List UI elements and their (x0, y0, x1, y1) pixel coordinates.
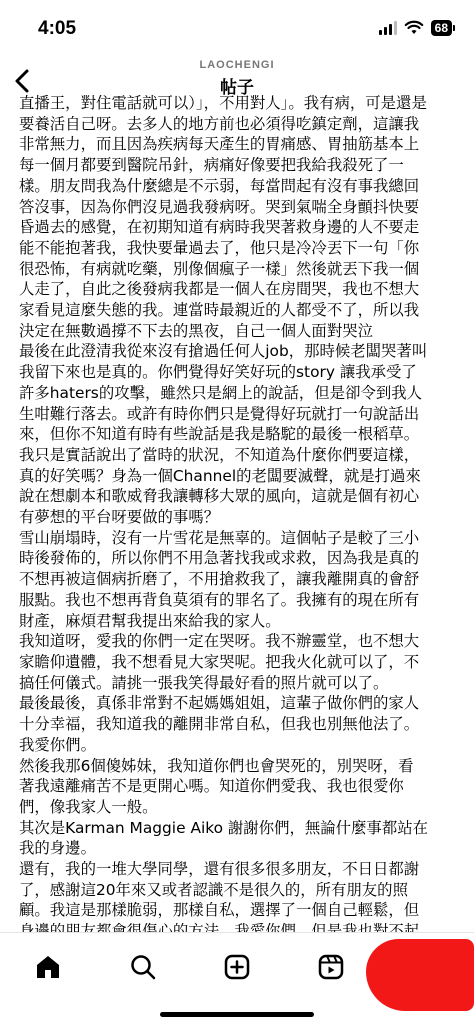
profile-tab-redaction[interactable] (366, 939, 474, 1011)
post-text-line: 我知道呀，愛我的你們一定在哭呀。我不辦靈堂，也不想大 (19, 632, 420, 651)
post-text-line: 我的身邊。 (19, 839, 96, 858)
post-text-line: 直播王，對住電話就可以）」，不用對人」。我有病，可是還是 (19, 94, 427, 112)
post-text-line: 有夢想的平台呀要做的事嗎？ (19, 508, 220, 527)
post-text-line: 生咁難行落去。或許有時你們只是覺得好玩就打一句說話出 (19, 404, 420, 423)
post-text-line: 我留下來也是真的。你們覺得好笑好玩的story 讓我承受了 (19, 363, 417, 382)
post-text-line: 非常無力，而且因為疾病每天產生的胃痛感、胃抽筋基本上 (19, 135, 420, 154)
post-text-line: 十分幸福，我知道我的離開非常自私，但我也別無他法了。 (19, 715, 420, 734)
home-indicator (160, 1012, 314, 1017)
post-text-line: 搞任何儀式。請挑一張我笑得最好看的照片就可以了。 (19, 673, 389, 692)
battery-icon: 68 (431, 20, 452, 36)
post-text-line: 我愛你們。 (19, 735, 96, 754)
tab-create[interactable] (217, 947, 257, 987)
post-text-line: 最後在此澄清我從來沒有搶過任何人job，那時候老闆哭著叫 (19, 342, 428, 361)
post-text-line: 們，像我家人一般。 (19, 797, 158, 816)
wifi-icon (405, 21, 423, 35)
post-caption (19, 93, 457, 1004)
create-icon (223, 953, 251, 981)
post-text-line: 著我遠離痛苦不是更開心嗎。知道你們愛我、我也很愛你 (19, 777, 404, 796)
header-username[interactable]: LAOCHENGI (199, 59, 275, 71)
post-text-line: 家看見這麼失態的我。連當時最親近的人都受不了，所以我 (19, 301, 420, 320)
post-text-line: 昏過去的感覺，在初期知道有病時我哭著救身邊的人不要走 (19, 218, 420, 237)
post-text-line: 雪山崩塌時，沒有一片雪花是無辜的。這個帖子是較了三小 (19, 528, 420, 547)
post-text-line: 說在想劇本和歌威脅我讓轉移大眾的風向，這就是個有初心 (19, 487, 420, 506)
post-text-line: 家瞻仰遺體，我不想看見大家哭呢。把我火化就可以了，不 (19, 652, 420, 671)
post-text-line: 要養活自己呀。去多人的地方前也必須得吃鎮定劑，這讓我 (19, 114, 420, 133)
post-text-line: 答沒事，因為你們沒見過我發病呀。哭到氣喘全身顫抖快要 (19, 197, 420, 216)
post-text-line: 真的好笑嗎？身為一個Channel的老闆要滅聲，就是打過來 (19, 466, 421, 485)
post-text-line: 不想再被這個病折磨了，不用搶救我了，讓我離開真的會舒 (19, 570, 420, 589)
post-text-line: 其次是Karman Maggie Aiko 謝謝你們，無論什麼事都站在 (19, 818, 428, 837)
post-text-line: 顧。我這是那樣脆弱，那樣自私，選擇了一個自己輕鬆，但 (19, 901, 420, 920)
post-text-line: 時後發佈的，所以你們不用急著找我或求救，因為我是真的 (19, 549, 420, 568)
post-text-line: 財產，麻煩君幫我提出來給我的家人。 (19, 611, 281, 630)
post-text-line: 決定在無數過撐不下去的黑夜，自己一個人面對哭泣 (19, 321, 373, 340)
post-text-line: 樣。朋友問我為什麼總是不示弱，每當問起有沒有事我總回 (19, 176, 420, 195)
post-text-line: 能不能抱著我，我快要暈過去了，他只是冷冷丟下一句「你 (19, 238, 420, 257)
status-time: 4:05 (38, 18, 77, 39)
post-text-line: 我只是實話說出了當時的狀況，不知道為什麼你們要這樣， (19, 445, 420, 464)
post-text-line: 人走了，自此之後發病我都是一個人在房間哭，我也不想大 (19, 280, 420, 299)
home-icon (34, 953, 62, 981)
post-text-line: 然後我那6個傻姊妹，我知道你們也會哭死的，別哭呀，看 (19, 756, 414, 775)
post-text-line: 了，感謝這20年來又或者認識不是很久的，所有朋友的照 (19, 880, 408, 899)
tab-home[interactable] (28, 947, 68, 987)
search-icon (129, 953, 157, 981)
post-text-line: 每一個月都要到醫院吊針，病痛好像要把我給我殺死了一 (19, 156, 404, 175)
page-title: 帖子 (220, 78, 254, 98)
reels-icon (317, 953, 345, 981)
post-text-line: 最後最後，真係非常對不起媽媽姐姐，這輩子做你們的家人 (19, 694, 420, 713)
post-text-line: 許多haters的攻擊，雖然只是網上的說話，但是卻令到我人 (19, 383, 423, 402)
post-content[interactable] (0, 94, 474, 927)
tab-search[interactable] (123, 947, 163, 987)
post-text-line: 很恐怖，有病就吃藥，別像個瘋子一樣」然後就丟下我一個 (19, 259, 420, 278)
post-text-line: 服點。我也不想再背負莫須有的罪名了。我擁有的現在所有 (19, 590, 420, 609)
tab-reels[interactable] (311, 947, 351, 987)
post-text-line: 還有，我的一堆大學同學，還有很多很多朋友，不日日都謝 (19, 860, 420, 879)
status-bar (0, 0, 474, 56)
status-icons (379, 20, 452, 36)
cellular-signal-icon (379, 21, 397, 35)
post-text-line: 來，但你不知道有時有些說話是我是駱駝的最後一根稻草。 (19, 425, 420, 444)
